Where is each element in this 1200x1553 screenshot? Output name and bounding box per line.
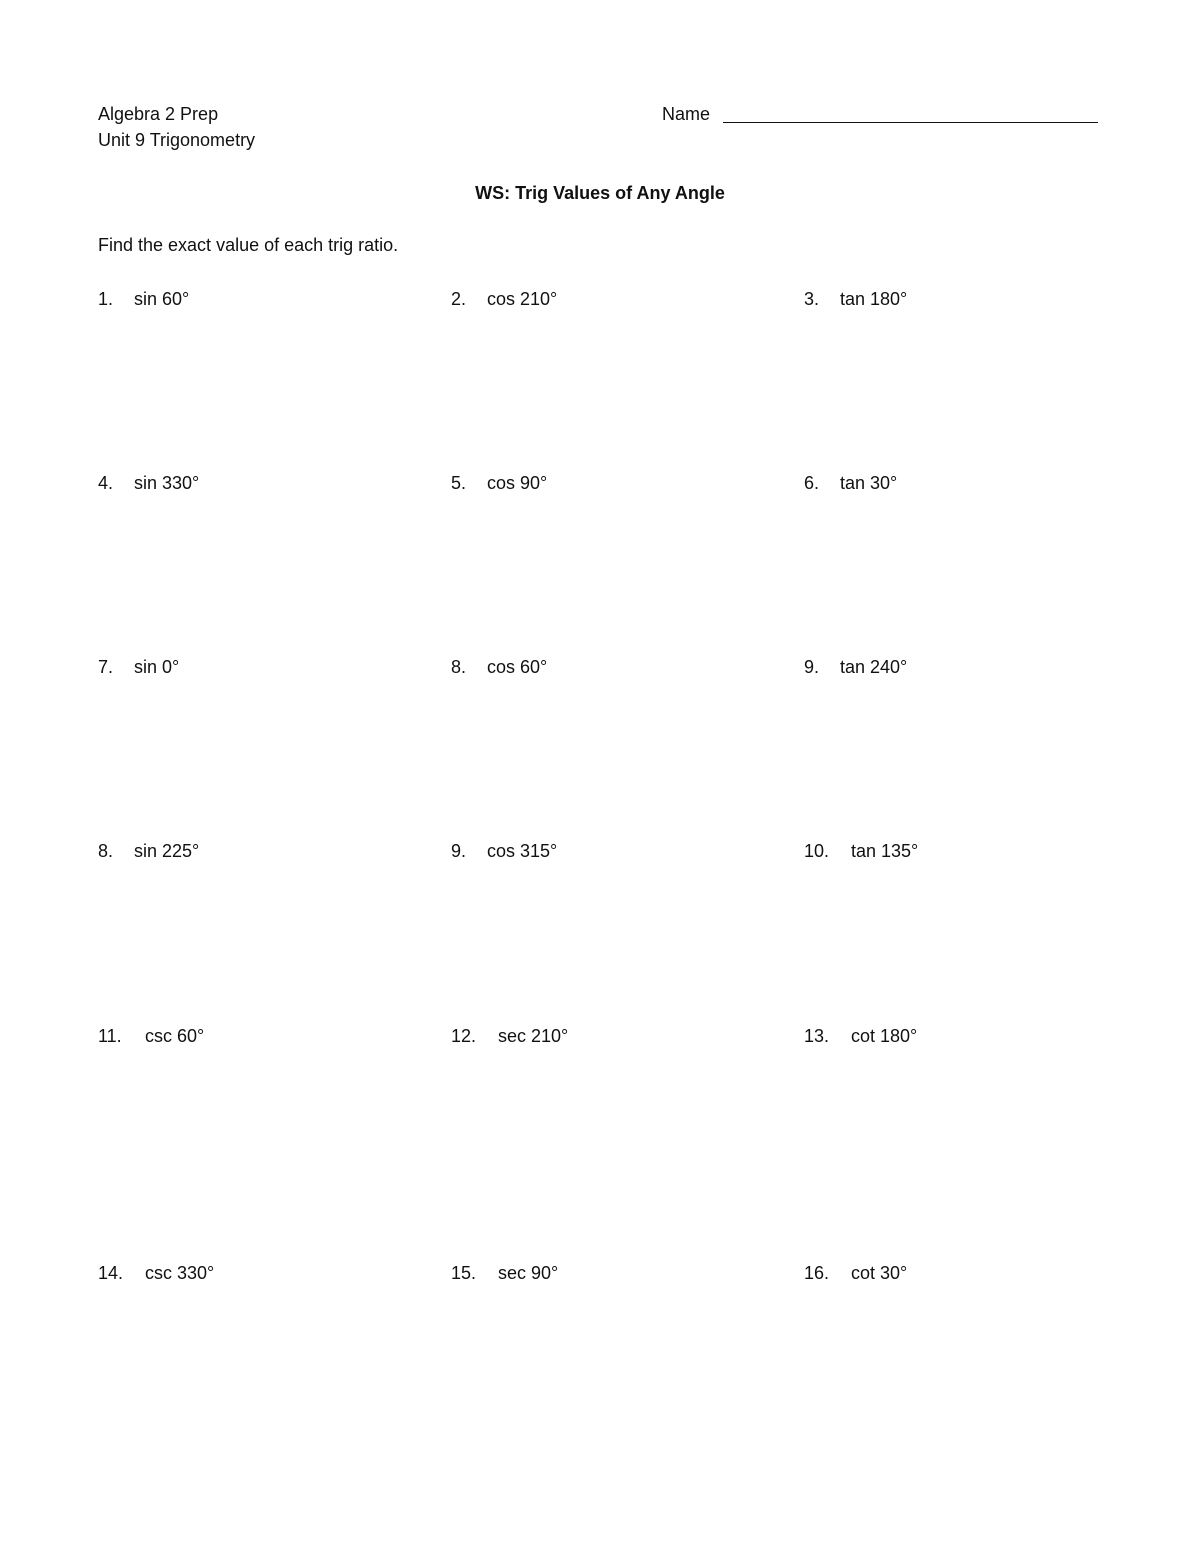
- problem-expression: sin 330°: [134, 473, 200, 493]
- problem-item: [451, 842, 557, 860]
- name-blank-line[interactable]: [723, 122, 1098, 123]
- problem-item: [451, 1264, 558, 1282]
- problem-item: [451, 474, 547, 492]
- instructions: Find the exact value of each trig ratio.: [98, 235, 399, 255]
- problem-number: 3.: [804, 289, 820, 309]
- problem-expression: csc 330°: [145, 1263, 215, 1283]
- problem-expression: sin 0°: [134, 657, 180, 677]
- unit-title: Unit 9 Trigonometry: [98, 130, 256, 150]
- problem-expression: cos 60°: [487, 657, 548, 677]
- problem-expression: sin 60°: [134, 289, 190, 309]
- problem-number: 2.: [451, 289, 467, 309]
- problem-number: 8.: [451, 657, 467, 677]
- problem-item: [451, 658, 547, 676]
- course-title: Algebra 2 Prep: [98, 104, 219, 124]
- problem-expression: cos 90°: [487, 473, 548, 493]
- problem-expression: sec 210°: [498, 1026, 569, 1046]
- problem-expression: cot 30°: [851, 1263, 908, 1283]
- problem-item: [98, 842, 199, 860]
- problem-item: [804, 1027, 917, 1045]
- problem-number: 4.: [98, 473, 114, 493]
- problem-number: 11.: [98, 1026, 122, 1046]
- problem-number: 12.: [451, 1026, 477, 1046]
- problem-item: [98, 1027, 204, 1045]
- worksheet-title: WS: Trig Values of Any Angle: [475, 183, 725, 203]
- problem-expression: cos 210°: [487, 289, 558, 309]
- problem-number: 13.: [804, 1026, 830, 1046]
- problem-item: [98, 474, 199, 492]
- problem-expression: tan 30°: [840, 473, 898, 493]
- problem-item: [804, 658, 907, 676]
- problem-item: [451, 290, 557, 308]
- problem-item: [451, 1027, 568, 1045]
- problem-number: 5.: [451, 473, 467, 493]
- problem-number: 16.: [804, 1263, 830, 1283]
- problem-item: [804, 1264, 907, 1282]
- problem-number: 14.: [98, 1263, 124, 1283]
- problem-item: [98, 1264, 214, 1282]
- problem-expression: sec 90°: [498, 1263, 559, 1283]
- problem-item: [98, 658, 179, 676]
- problem-expression: tan 135°: [851, 841, 919, 861]
- problem-number: 9.: [451, 841, 467, 861]
- problem-expression: sin 225°: [134, 841, 200, 861]
- problem-expression: cos 315°: [487, 841, 558, 861]
- problem-expression: tan 240°: [840, 657, 908, 677]
- problem-number: 9.: [804, 657, 820, 677]
- problem-expression: csc 60°: [145, 1026, 205, 1046]
- problem-number: 7.: [98, 657, 114, 677]
- problem-expression: tan 180°: [840, 289, 908, 309]
- problem-number: 10.: [804, 841, 830, 861]
- problem-expression: cot 180°: [851, 1026, 918, 1046]
- problem-number: 15.: [451, 1263, 477, 1283]
- problem-item: [804, 290, 907, 308]
- problem-item: [804, 842, 918, 860]
- problem-number: 1.: [98, 289, 114, 309]
- problem-number: 6.: [804, 473, 820, 493]
- name-label: Name: [662, 104, 711, 124]
- problem-number: 8.: [98, 841, 114, 861]
- problem-item: [98, 290, 189, 308]
- problem-item: [804, 474, 897, 492]
